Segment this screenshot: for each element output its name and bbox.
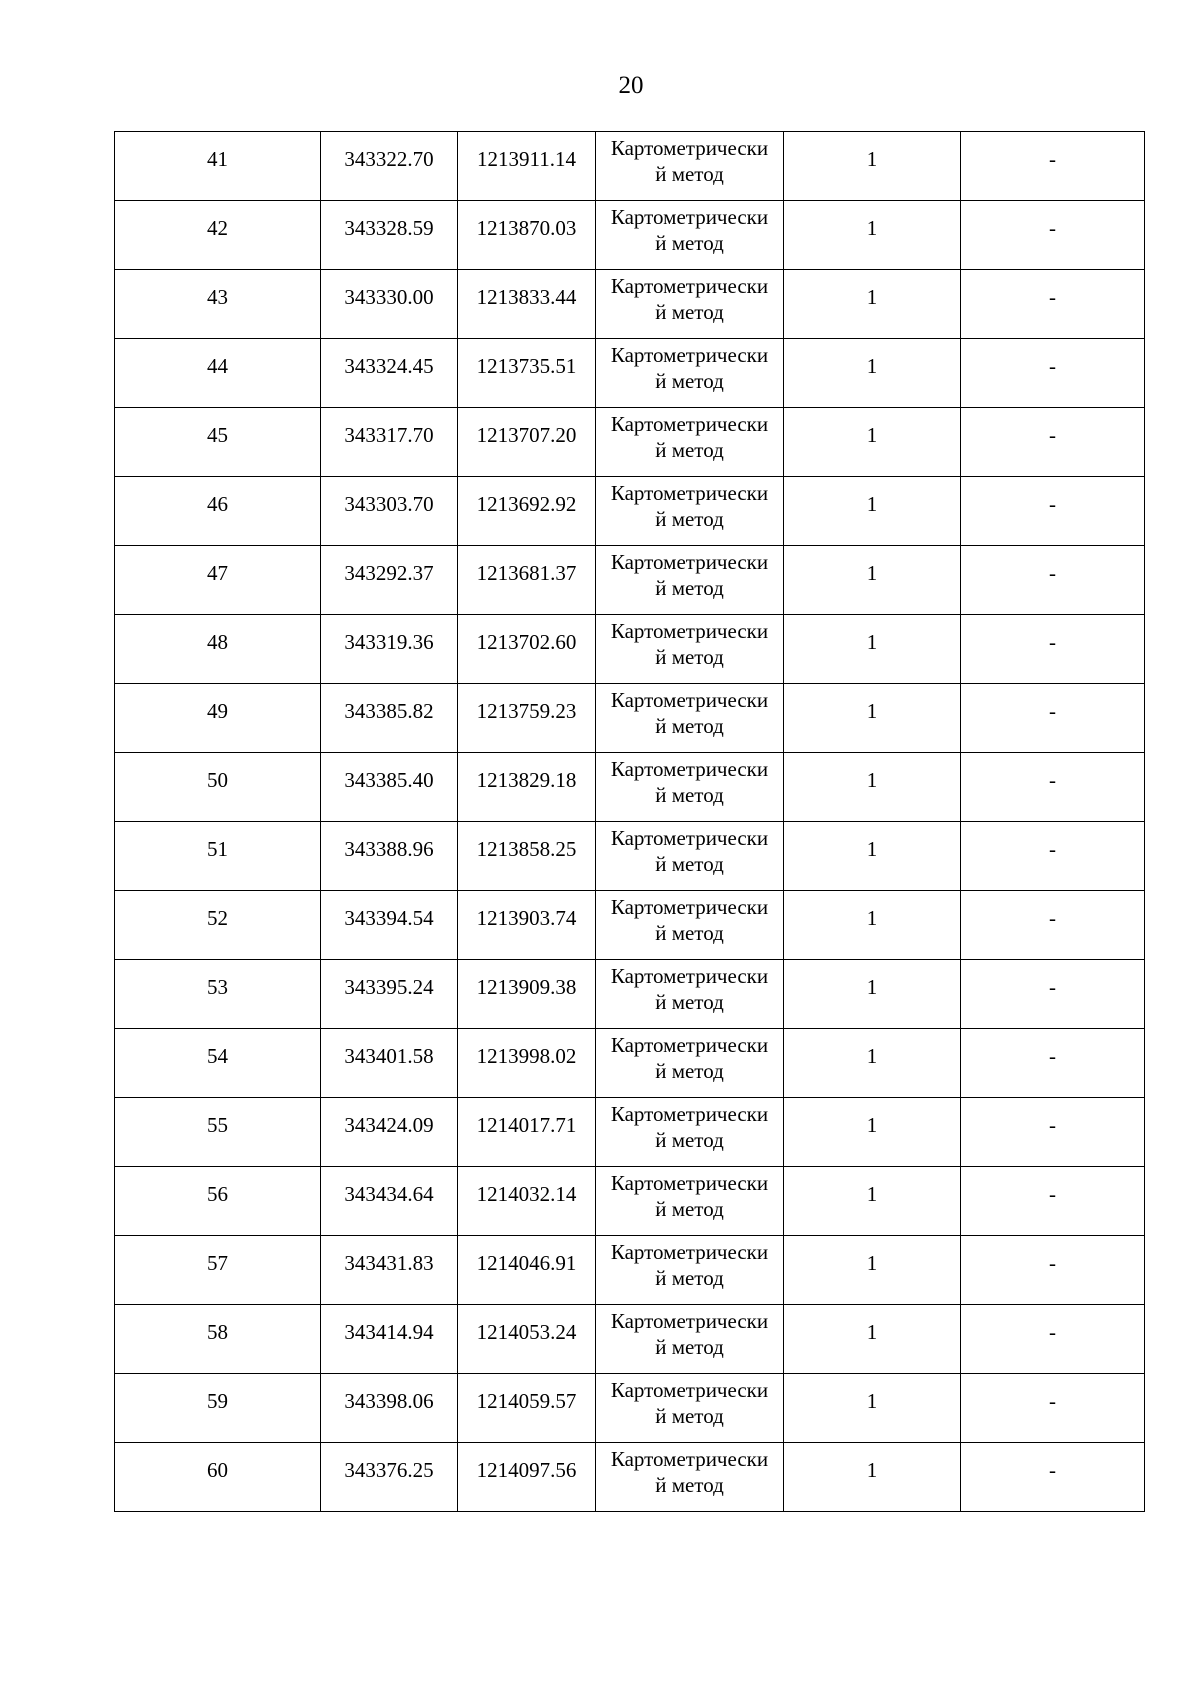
method-line-2: й метод — [655, 783, 724, 807]
accuracy-cell: 1 — [784, 615, 961, 684]
note-cell: - — [961, 684, 1145, 753]
method-cell — [596, 1374, 784, 1443]
method-line-2: й метод — [655, 507, 724, 531]
method-line-1: Картометрически — [610, 1378, 769, 1402]
point-number-cell: 60 — [115, 1443, 321, 1512]
y-coordinate-cell: 1213702.60 — [458, 615, 596, 684]
y-coordinate-cell: 1213681.37 — [458, 546, 596, 615]
note-cell: - — [961, 1029, 1145, 1098]
table-row — [115, 1374, 1145, 1443]
y-coordinate-cell: 1213858.25 — [458, 822, 596, 891]
point-number-cell: 55 — [115, 1098, 321, 1167]
coordinates-table — [114, 131, 1145, 1512]
y-coordinate-cell: 1214046.91 — [458, 1236, 596, 1305]
method-cell — [596, 339, 784, 408]
note-cell: - — [961, 1098, 1145, 1167]
y-coordinate-cell: 1213692.92 — [458, 477, 596, 546]
method-line-1: Картометрически — [610, 274, 769, 298]
table-row — [115, 1305, 1145, 1374]
method-line-2: й метод — [655, 645, 724, 669]
point-number-cell: 42 — [115, 201, 321, 270]
x-coordinate-cell: 343385.40 — [321, 753, 458, 822]
table-row — [115, 1167, 1145, 1236]
accuracy-cell: 1 — [784, 822, 961, 891]
method-line-1: Картометрически — [610, 895, 769, 919]
point-number-cell: 56 — [115, 1167, 321, 1236]
note-cell: - — [961, 1236, 1145, 1305]
method-line-2: й метод — [655, 1128, 724, 1152]
method-cell — [596, 615, 784, 684]
point-number-cell: 47 — [115, 546, 321, 615]
method-line-2: й метод — [655, 852, 724, 876]
method-line-1: Картометрически — [610, 1171, 769, 1195]
method-line-2: й метод — [655, 1404, 724, 1428]
x-coordinate-cell: 343324.45 — [321, 339, 458, 408]
accuracy-cell: 1 — [784, 960, 961, 1029]
y-coordinate-cell: 1213911.14 — [458, 132, 596, 201]
method-line-2: й метод — [655, 162, 724, 186]
table-row — [115, 960, 1145, 1029]
x-coordinate-cell: 343385.82 — [321, 684, 458, 753]
x-coordinate-cell: 343414.94 — [321, 1305, 458, 1374]
accuracy-cell: 1 — [784, 1305, 961, 1374]
method-line-2: й метод — [655, 921, 724, 945]
method-line-2: й метод — [655, 1197, 724, 1221]
page-number: 20 — [618, 72, 644, 99]
x-coordinate-cell: 343292.37 — [321, 546, 458, 615]
table-row — [115, 822, 1145, 891]
note-cell: - — [961, 960, 1145, 1029]
y-coordinate-cell: 1213759.23 — [458, 684, 596, 753]
point-number-cell: 45 — [115, 408, 321, 477]
table-row — [115, 339, 1145, 408]
method-cell — [596, 684, 784, 753]
table-row — [115, 753, 1145, 822]
method-line-2: й метод — [655, 990, 724, 1014]
coordinates-table-body — [115, 132, 1145, 1512]
x-coordinate-cell: 343398.06 — [321, 1374, 458, 1443]
note-cell: - — [961, 1167, 1145, 1236]
method-cell — [596, 132, 784, 201]
method-cell — [596, 1029, 784, 1098]
x-coordinate-cell: 343395.24 — [321, 960, 458, 1029]
method-line-1: Картометрически — [610, 481, 769, 505]
accuracy-cell: 1 — [784, 546, 961, 615]
method-line-2: й метод — [655, 1335, 724, 1359]
table-row — [115, 891, 1145, 960]
x-coordinate-cell: 343328.59 — [321, 201, 458, 270]
method-line-1: Картометрически — [610, 205, 769, 229]
method-cell — [596, 1305, 784, 1374]
method-line-1: Картометрически — [610, 343, 769, 367]
x-coordinate-cell: 343388.96 — [321, 822, 458, 891]
x-coordinate-cell: 343322.70 — [321, 132, 458, 201]
x-coordinate-cell: 343394.54 — [321, 891, 458, 960]
x-coordinate-cell: 343431.83 — [321, 1236, 458, 1305]
method-cell — [596, 270, 784, 339]
point-number-cell: 49 — [115, 684, 321, 753]
table-row — [115, 477, 1145, 546]
y-coordinate-cell: 1213998.02 — [458, 1029, 596, 1098]
note-cell: - — [961, 1443, 1145, 1512]
x-coordinate-cell: 343319.36 — [321, 615, 458, 684]
method-line-2: й метод — [655, 438, 724, 462]
note-cell: - — [961, 753, 1145, 822]
method-line-2: й метод — [655, 714, 724, 738]
note-cell: - — [961, 1305, 1145, 1374]
method-line-1: Картометрически — [610, 1033, 769, 1057]
accuracy-cell: 1 — [784, 684, 961, 753]
y-coordinate-cell: 1213870.03 — [458, 201, 596, 270]
method-line-1: Картометрически — [610, 550, 769, 574]
y-coordinate-cell: 1214097.56 — [458, 1443, 596, 1512]
method-line-1: Картометрически — [610, 1447, 769, 1471]
method-line-2: й метод — [655, 1266, 724, 1290]
method-line-2: й метод — [655, 369, 724, 393]
method-line-2: й метод — [655, 231, 724, 255]
table-row — [115, 1443, 1145, 1512]
table-row — [115, 1236, 1145, 1305]
method-cell — [596, 1443, 784, 1512]
point-number-cell: 46 — [115, 477, 321, 546]
note-cell: - — [961, 615, 1145, 684]
y-coordinate-cell: 1213903.74 — [458, 891, 596, 960]
y-coordinate-cell: 1213909.38 — [458, 960, 596, 1029]
point-number-cell: 52 — [115, 891, 321, 960]
x-coordinate-cell: 343376.25 — [321, 1443, 458, 1512]
accuracy-cell: 1 — [784, 132, 961, 201]
table-row — [115, 408, 1145, 477]
point-number-cell: 57 — [115, 1236, 321, 1305]
y-coordinate-cell: 1214053.24 — [458, 1305, 596, 1374]
y-coordinate-cell: 1213735.51 — [458, 339, 596, 408]
table-row — [115, 1029, 1145, 1098]
point-number-cell: 43 — [115, 270, 321, 339]
accuracy-cell: 1 — [784, 339, 961, 408]
accuracy-cell: 1 — [784, 1236, 961, 1305]
accuracy-cell: 1 — [784, 891, 961, 960]
point-number-cell: 44 — [115, 339, 321, 408]
point-number-cell: 58 — [115, 1305, 321, 1374]
point-number-cell: 54 — [115, 1029, 321, 1098]
method-line-2: й метод — [655, 1473, 724, 1497]
method-line-2: й метод — [655, 300, 724, 324]
y-coordinate-cell: 1214017.71 — [458, 1098, 596, 1167]
note-cell: - — [961, 339, 1145, 408]
method-cell — [596, 1167, 784, 1236]
method-cell — [596, 822, 784, 891]
accuracy-cell: 1 — [784, 753, 961, 822]
x-coordinate-cell: 343330.00 — [321, 270, 458, 339]
accuracy-cell: 1 — [784, 1029, 961, 1098]
note-cell: - — [961, 408, 1145, 477]
method-cell — [596, 1098, 784, 1167]
accuracy-cell: 1 — [784, 1167, 961, 1236]
x-coordinate-cell: 343303.70 — [321, 477, 458, 546]
accuracy-cell: 1 — [784, 408, 961, 477]
y-coordinate-cell: 1214059.57 — [458, 1374, 596, 1443]
point-number-cell: 41 — [115, 132, 321, 201]
method-cell — [596, 753, 784, 822]
note-cell: - — [961, 1374, 1145, 1443]
table-row — [115, 201, 1145, 270]
method-cell — [596, 1236, 784, 1305]
method-line-1: Картометрически — [610, 136, 769, 160]
table-row — [115, 615, 1145, 684]
y-coordinate-cell: 1214032.14 — [458, 1167, 596, 1236]
method-line-1: Картометрически — [610, 412, 769, 436]
x-coordinate-cell: 343401.58 — [321, 1029, 458, 1098]
point-number-cell: 48 — [115, 615, 321, 684]
method-line-1: Картометрически — [610, 619, 769, 643]
table-row — [115, 684, 1145, 753]
point-number-cell: 50 — [115, 753, 321, 822]
table-row — [115, 132, 1145, 201]
method-cell — [596, 477, 784, 546]
accuracy-cell: 1 — [784, 270, 961, 339]
method-cell — [596, 891, 784, 960]
note-cell: - — [961, 891, 1145, 960]
method-line-1: Картометрически — [610, 1240, 769, 1264]
accuracy-cell: 1 — [784, 1443, 961, 1512]
accuracy-cell: 1 — [784, 1098, 961, 1167]
method-cell — [596, 960, 784, 1029]
note-cell: - — [961, 132, 1145, 201]
note-cell: - — [961, 201, 1145, 270]
y-coordinate-cell: 1213829.18 — [458, 753, 596, 822]
point-number-cell: 51 — [115, 822, 321, 891]
note-cell: - — [961, 546, 1145, 615]
method-line-1: Картометрически — [610, 757, 769, 781]
note-cell: - — [961, 822, 1145, 891]
method-line-2: й метод — [655, 1059, 724, 1083]
x-coordinate-cell: 343424.09 — [321, 1098, 458, 1167]
method-line-1: Картометрически — [610, 688, 769, 712]
x-coordinate-cell: 343317.70 — [321, 408, 458, 477]
table-row — [115, 270, 1145, 339]
y-coordinate-cell: 1213707.20 — [458, 408, 596, 477]
method-cell — [596, 546, 784, 615]
method-line-1: Картометрически — [610, 826, 769, 850]
note-cell: - — [961, 477, 1145, 546]
method-cell — [596, 201, 784, 270]
point-number-cell: 59 — [115, 1374, 321, 1443]
y-coordinate-cell: 1213833.44 — [458, 270, 596, 339]
method-line-1: Картометрически — [610, 964, 769, 988]
table-row — [115, 546, 1145, 615]
method-cell — [596, 408, 784, 477]
method-line-2: й метод — [655, 576, 724, 600]
table-row — [115, 1098, 1145, 1167]
accuracy-cell: 1 — [784, 477, 961, 546]
note-cell: - — [961, 270, 1145, 339]
method-line-1: Картометрически — [610, 1309, 769, 1333]
accuracy-cell: 1 — [784, 201, 961, 270]
accuracy-cell: 1 — [784, 1374, 961, 1443]
point-number-cell: 53 — [115, 960, 321, 1029]
x-coordinate-cell: 343434.64 — [321, 1167, 458, 1236]
method-line-1: Картометрически — [610, 1102, 769, 1126]
